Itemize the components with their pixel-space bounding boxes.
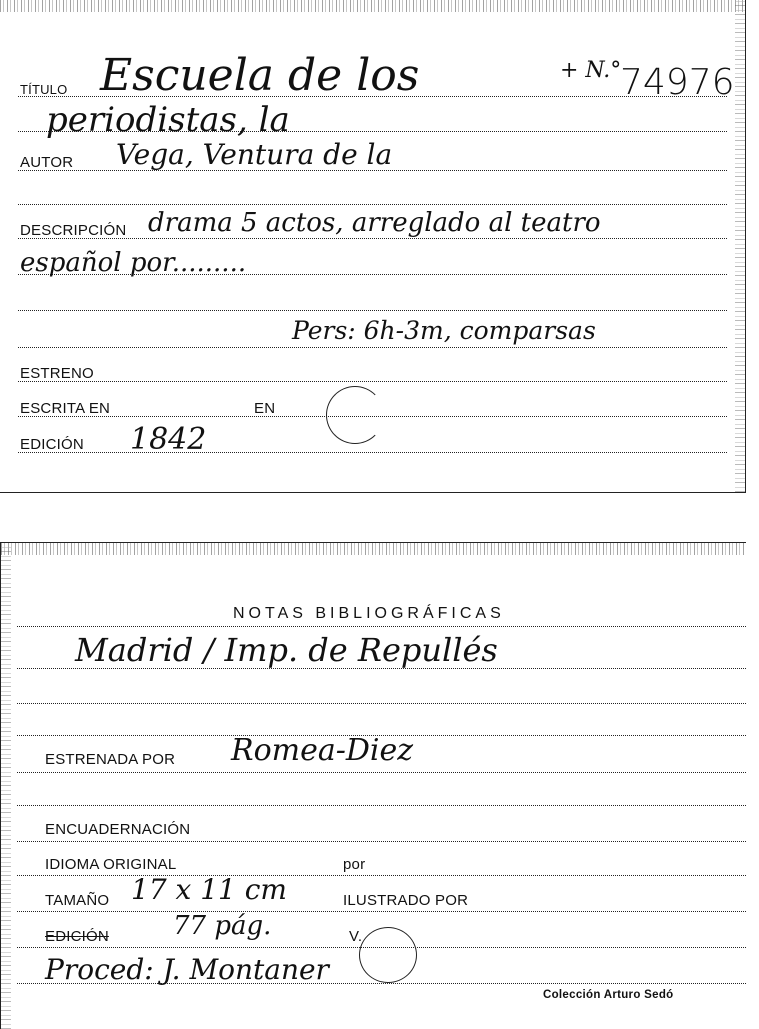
ruled-line bbox=[18, 452, 727, 453]
edicion-label: EDICIÓN bbox=[20, 436, 84, 453]
card-edge-speckle bbox=[0, 0, 745, 12]
titulo-value: Escuela de los bbox=[100, 50, 420, 101]
notas-heading: NOTAS BIBLIOGRÁFICAS bbox=[233, 605, 505, 622]
card-edge-speckle bbox=[735, 0, 745, 492]
estreno-label: ESTRENO bbox=[20, 365, 94, 382]
ruled-line bbox=[18, 381, 727, 382]
descripcion-value-continued: español por......... bbox=[20, 248, 247, 278]
card-edge-speckle bbox=[1, 543, 11, 1029]
titulo-label: TÍTULO bbox=[20, 82, 68, 97]
personajes-value: Pers: 6h-3m, comparsas bbox=[292, 316, 596, 345]
catalog-card-front bbox=[0, 0, 746, 493]
ruled-line bbox=[18, 310, 727, 311]
notas-value: Madrid / Imp. de Repullés bbox=[75, 631, 498, 669]
ruled-line bbox=[17, 626, 746, 627]
escrita-en-label: ESCRITA EN bbox=[20, 400, 111, 417]
paginas-value: 77 pág. bbox=[173, 911, 272, 941]
procedencia-value: Proced: J. Montaner bbox=[45, 953, 329, 986]
stamp-circle bbox=[326, 386, 384, 444]
catalog-card-back bbox=[0, 542, 746, 1029]
stamp-circle bbox=[359, 927, 417, 983]
edicion-value: 1842 bbox=[130, 422, 207, 457]
ruled-line bbox=[17, 805, 746, 806]
estrenada-por-value: Romea-Diez bbox=[231, 733, 414, 768]
ruled-line bbox=[18, 347, 727, 348]
collection-footer: Colección Arturo Sedó bbox=[543, 989, 674, 1001]
tamano-value: 17 x 11 cm bbox=[131, 873, 287, 906]
autor-value: Vega, Ventura de la bbox=[116, 138, 393, 171]
ruled-line bbox=[17, 772, 746, 773]
en-label: EN bbox=[254, 400, 276, 417]
ruled-line bbox=[17, 875, 746, 876]
encuadernacion-label: ENCUADERNACIÓN bbox=[45, 821, 191, 838]
v-label: V. bbox=[349, 928, 363, 945]
idioma-original-label: IDIOMA ORIGINAL bbox=[45, 856, 177, 873]
ilustrado-por-label: ILUSTRADO POR bbox=[343, 892, 469, 909]
card-edge-speckle bbox=[1, 543, 746, 555]
ruled-line bbox=[17, 911, 746, 912]
ruled-line bbox=[18, 204, 727, 205]
por-label: por bbox=[343, 856, 366, 873]
autor-label: AUTOR bbox=[20, 154, 74, 171]
tamano-label: TAMAÑO bbox=[45, 892, 110, 909]
numero-prefix: + N.° bbox=[560, 58, 622, 83]
edicion-label: EDICIÓN bbox=[45, 928, 109, 945]
ruled-line bbox=[17, 703, 746, 704]
descripcion-value: drama 5 actos, arreglado al teatro bbox=[148, 208, 601, 238]
descripcion-label: DESCRIPCIÓN bbox=[20, 222, 127, 239]
estrenada-por-label: ESTRENADA POR bbox=[45, 751, 176, 768]
numero-value: 74976 bbox=[620, 62, 735, 103]
ruled-line bbox=[17, 841, 746, 842]
titulo-value-continued: periodistas, la bbox=[46, 100, 290, 140]
